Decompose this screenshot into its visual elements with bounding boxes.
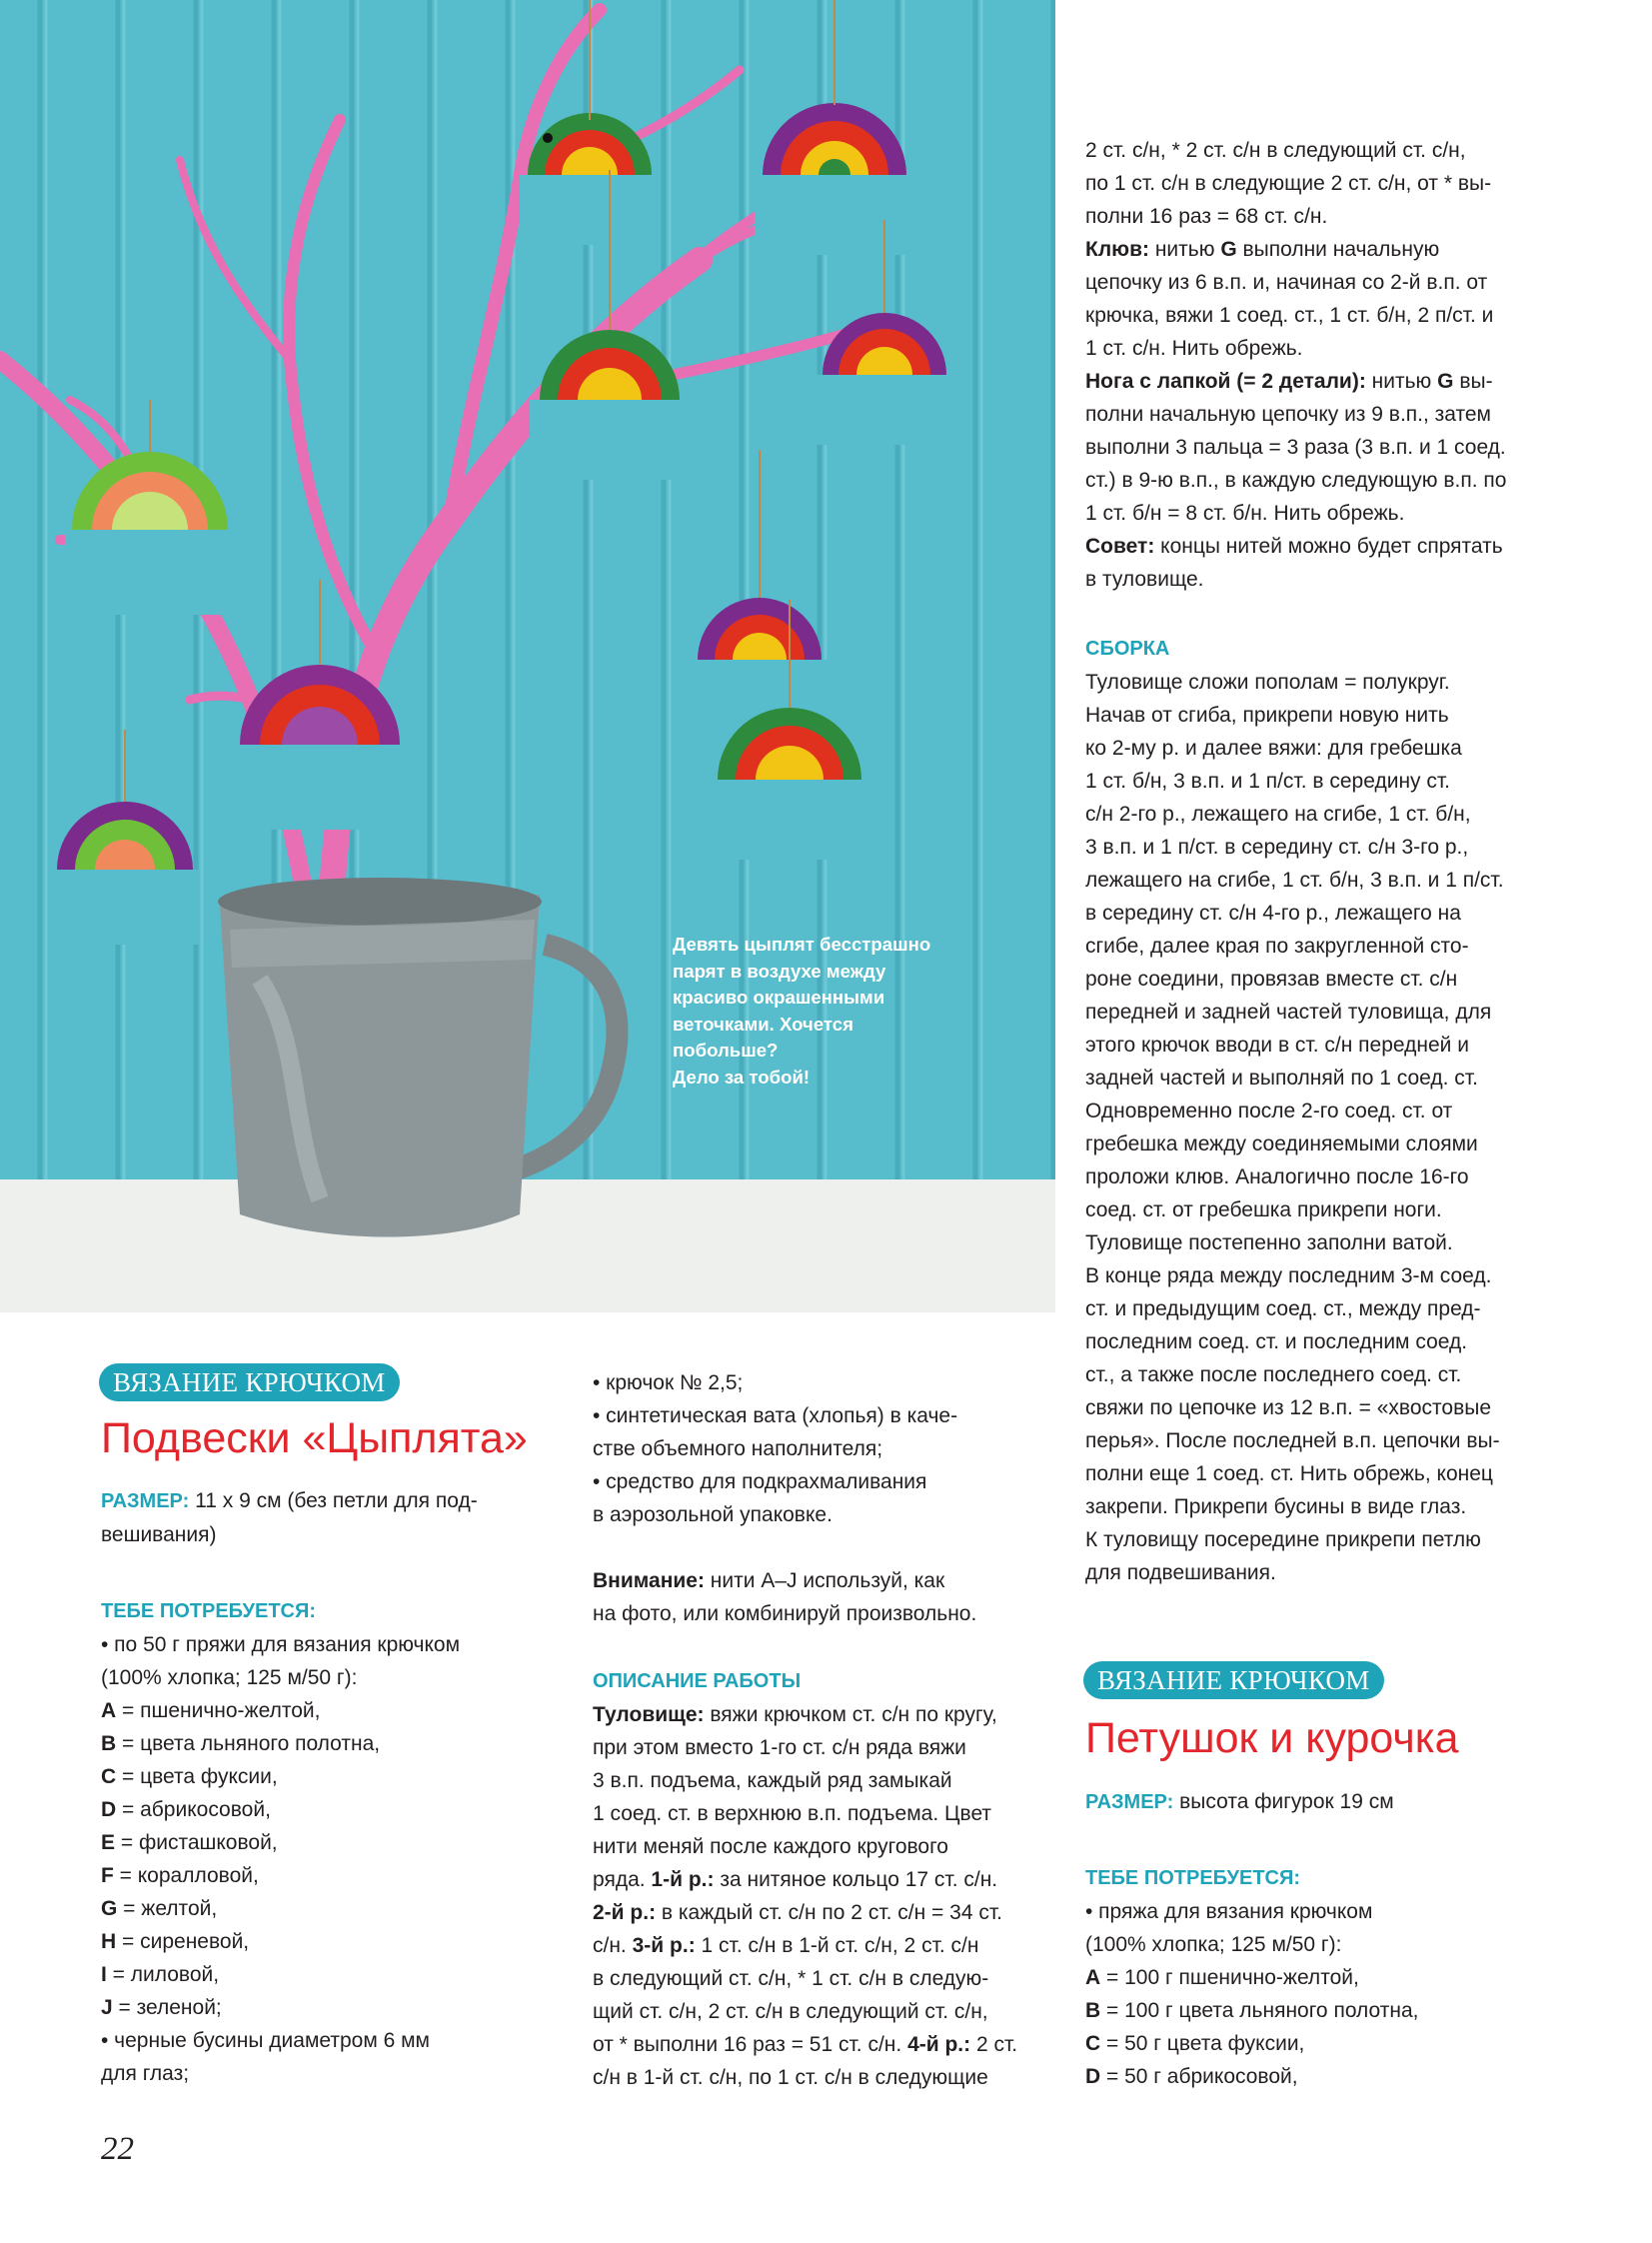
yarn-color-item: D = 50 г абрикосовой, — [1085, 2065, 1298, 2088]
section2 — [1085, 1661, 1458, 2093]
caption-line: веточками. Хочется — [673, 1013, 853, 1035]
yarn-color-item: A = пшенично-желтой, — [101, 1699, 321, 1722]
tip-line: в туловище. — [1085, 568, 1204, 591]
body-line: щий ст. с/н, 2 ст. с/н в следующий ст. с/н, — [593, 2000, 988, 2023]
description-heading: ОПИСАНИЕ РАБОТЫ — [593, 1670, 802, 1692]
table — [0, 1179, 1055, 1312]
photo — [0, 0, 1055, 1312]
assembly-heading: СБОРКА — [1085, 638, 1170, 660]
assembly-line: Туловище постепенно заполни ватой. — [1085, 1231, 1453, 1254]
assembly-line: соед. ст. от гребешка прикрепи ноги. — [1085, 1198, 1442, 1221]
assembly-line: в середину ст. с/н 4-го р., лежащего на — [1085, 902, 1461, 925]
right-column — [1085, 134, 1506, 1589]
body-line: 3 в.п. подъема, каждый ряд замыкай — [593, 1769, 952, 1792]
material-line: стве объемного наполнителя; — [593, 1437, 883, 1460]
beads-line: • черные бусины диаметром 6 мм — [101, 2029, 430, 2052]
yarn-color-item: G = желтой, — [101, 1897, 218, 1920]
photo-illustration — [0, 0, 1055, 1312]
attention-line: Внимание: нити А–J используй, как — [593, 1569, 945, 1592]
assembly-line: Начав от сгиба, прикрепи новую нить — [1085, 704, 1449, 727]
beak-line: крючка, вяжи 1 соед. ст., 1 ст. б/н, 2 п/ст. и — [1085, 304, 1494, 327]
material-line: • синтетическая вата (хлопья) в каче- — [593, 1404, 958, 1427]
assembly-line: сгибе, далее края по закругленной сто- — [1085, 935, 1469, 958]
yarn-color-item: B = 100 г цвета льняного полотна, — [1085, 1999, 1419, 2022]
body-line: ряда. 1-й р.: за нитяное кольцо 17 ст. с/н. — [593, 1868, 998, 1891]
need-heading: ТЕБЕ ПОТРЕБУЕТСЯ: — [101, 1600, 317, 1622]
caption-line: красиво окрашенными — [673, 987, 885, 1009]
assembly-line: 1 ст. б/н, 3 в.п. и 1 п/ст. в середину ст. — [1085, 770, 1450, 793]
yarn-color-item: B = цвета льняного полотна, — [101, 1732, 381, 1755]
assembly-line: свяжи по цепочке из 12 в.п. = «хвостовые — [1085, 1396, 1492, 1419]
body-line: при этом вместо 1-го ст. с/н ряда вяжи — [593, 1736, 966, 1759]
material-line: в аэрозольной упаковке. — [593, 1503, 832, 1526]
yarn-color-item: I = лиловой, — [101, 1963, 220, 1986]
need-line: (100% хлопка; 125 м/50 г): — [101, 1666, 358, 1689]
beak-line: Клюв: нитью G выполни начальную — [1085, 238, 1440, 261]
section1-instructions-column — [593, 1366, 1017, 2094]
photo-caption — [673, 932, 972, 1092]
assembly-line: Туловище сложи пополам = полукруг. — [1085, 671, 1450, 694]
beak-line: 1 ст. с/н. Нить обрежь. — [1085, 337, 1303, 360]
body-line: от * выполни 16 раз = 51 ст. с/н. 4-й р.: 2 ст. — [593, 2033, 1018, 2056]
assembly-line: К туловищу посередине прикрепи петлю — [1085, 1528, 1481, 1551]
assembly-line: В конце ряда между последним 3-м соед. — [1085, 1264, 1492, 1287]
assembly-line: гребешка между соединяемыми слоями — [1085, 1132, 1478, 1155]
section1-title: Подвески «Цыплята» — [101, 1414, 528, 1462]
body-line: Туловище: вяжи крючком ст. с/н по кругу, — [593, 1703, 997, 1726]
assembly-line: Одновременно после 2-го соед. ст. от — [1085, 1100, 1453, 1122]
assembly-line: ко 2-му р. и далее вяжи: для гребешка — [1085, 737, 1462, 760]
need-heading: ТЕБЕ ПОТРЕБУЕТСЯ: — [1085, 1867, 1301, 1889]
yarn-color-item: C = 50 г цвета фуксии, — [1085, 2032, 1305, 2055]
body-line: нити меняй после каждого кругового — [593, 1835, 948, 1858]
section2-category-badge: ВЯЗАНИЕ КРЮЧКОМ — [1083, 1661, 1384, 1699]
assembly-line: закрепи. Прикрепи бусины в виде глаз. — [1085, 1495, 1467, 1518]
assembly-line: ст., а также после последнего соед. ст. — [1085, 1363, 1462, 1386]
caption-line: побольше? — [673, 1040, 779, 1062]
assembly-line: проложи клюв. Аналогично после 16-го — [1085, 1165, 1469, 1188]
body-line: полни 16 раз = 68 ст. с/н. — [1085, 205, 1328, 228]
yarn-color-item: C = цвета фуксии, — [101, 1765, 278, 1788]
assembly-line: задней частей и выполняй по 1 соед. ст. — [1085, 1067, 1478, 1090]
yarn-color-item: J = зеленой; — [101, 1996, 222, 2019]
material-line: • крючок № 2,5; — [593, 1371, 744, 1394]
assembly-line: лежащего на сгибе, 1 ст. б/н, 3 в.п. и 1 п/ст. — [1085, 869, 1504, 892]
body-line: с/н. 3-й р.: 1 ст. с/н в 1-й ст. с/н, 2 ст. с/н — [593, 1934, 979, 1957]
yarn-color-item: F = коралловой, — [101, 1864, 259, 1887]
page-number: 22 — [101, 2131, 134, 2167]
assembly-line: этого крючок вводи в ст. с/н передней и — [1085, 1034, 1469, 1057]
assembly-line: последним соед. ст. и последним соед. — [1085, 1330, 1468, 1353]
material-line: • средство для подкрахмаливания — [593, 1470, 927, 1493]
leg-line: выполни 3 пальца = 3 раза (3 в.п. и 1 соед. — [1085, 436, 1506, 459]
assembly-line: 3 в.п. и 1 п/ст. в середину ст. с/н 3-го р., — [1085, 836, 1469, 859]
section1-category-badge: ВЯЗАНИЕ КРЮЧКОМ — [99, 1363, 400, 1401]
attention-line: на фото, или комбинируй произвольно. — [593, 1602, 977, 1625]
tip-line: Совет: концы нитей можно будет спрятать — [1085, 535, 1503, 558]
yarn-color-item: D = абрикосовой, — [101, 1798, 271, 1821]
leg-line: ст.) в 9-ю в.п., в каждую следующую в.п. по — [1085, 469, 1507, 492]
need-line: • пряжа для вязания крючком — [1085, 1900, 1373, 1923]
need-line: • по 50 г пряжи для вязания крючком — [101, 1633, 461, 1656]
body-line: в следующий ст. с/н, * 1 ст. с/н в следую- — [593, 1967, 989, 1990]
need-line: (100% хлопка; 125 м/50 г): — [1085, 1933, 1342, 1956]
assembly-line: ст. и предыдущим соед. ст., между пред- — [1085, 1297, 1481, 1320]
section1-materials-column — [101, 1363, 528, 2090]
assembly-line: для подвешивания. — [1085, 1561, 1276, 1584]
body-line: 2-й р.: в каждый ст. с/н по 2 ст. с/н = 34 ст. — [593, 1901, 1002, 1924]
body-line: 1 соед. ст. в верхнюю в.п. подъема. Цвет — [593, 1802, 992, 1825]
body-line: с/н в 1-й ст. с/н, по 1 ст. с/н в следующие — [593, 2066, 988, 2089]
assembly-line: перья». После последней в.п. цепочки вы- — [1085, 1429, 1500, 1452]
caption-line: Девять цыплят бесстрашно — [673, 934, 931, 955]
leg-line: Нога с лапкой (= 2 детали): нитью G вы- — [1085, 370, 1493, 393]
yarn-color-item: E = фисташковой, — [101, 1831, 278, 1854]
assembly-line: передней и задней частей туловища, для — [1085, 1001, 1492, 1024]
section2-title: Петушок и курочка — [1085, 1714, 1459, 1762]
beads-line: для глаз; — [101, 2062, 190, 2085]
leg-line: 1 ст. б/н = 8 ст. б/н. Нить обрежь. — [1085, 502, 1405, 525]
caption-line: Дело за тобой! — [673, 1066, 811, 1088]
body-line: 2 ст. с/н, * 2 ст. с/н в следующий ст. с/н, — [1085, 139, 1466, 162]
size-line: РАЗМЕР: 11 х 9 см (без петли для под- — [101, 1489, 478, 1512]
caption-line: парят в воздухе между — [673, 960, 886, 982]
assembly-line: полни еще 1 соед. ст. Нить обрежь, конец — [1085, 1462, 1493, 1485]
body-line: по 1 ст. с/н в следующие 2 ст. с/н, от * вы- — [1085, 172, 1492, 195]
size-line: РАЗМЕР: высота фигурок 19 см — [1085, 1790, 1394, 1813]
size-line: вешивания) — [101, 1523, 217, 1546]
leg-line: полни начальную цепочку из 9 в.п., затем — [1085, 403, 1491, 426]
yarn-color-item: A = 100 г пшенично-желтой, — [1085, 1966, 1359, 1989]
assembly-line: с/н 2-го р., лежащего на сгибе, 1 ст. б/н, — [1085, 803, 1471, 826]
yarn-color-item: H = сиреневой, — [101, 1930, 250, 1953]
assembly-line: роне соедини, провязав вместе ст. с/н — [1085, 968, 1458, 991]
beak-line: цепочку из 6 в.п. и, начиная со 2-й в.п. от — [1085, 271, 1488, 294]
